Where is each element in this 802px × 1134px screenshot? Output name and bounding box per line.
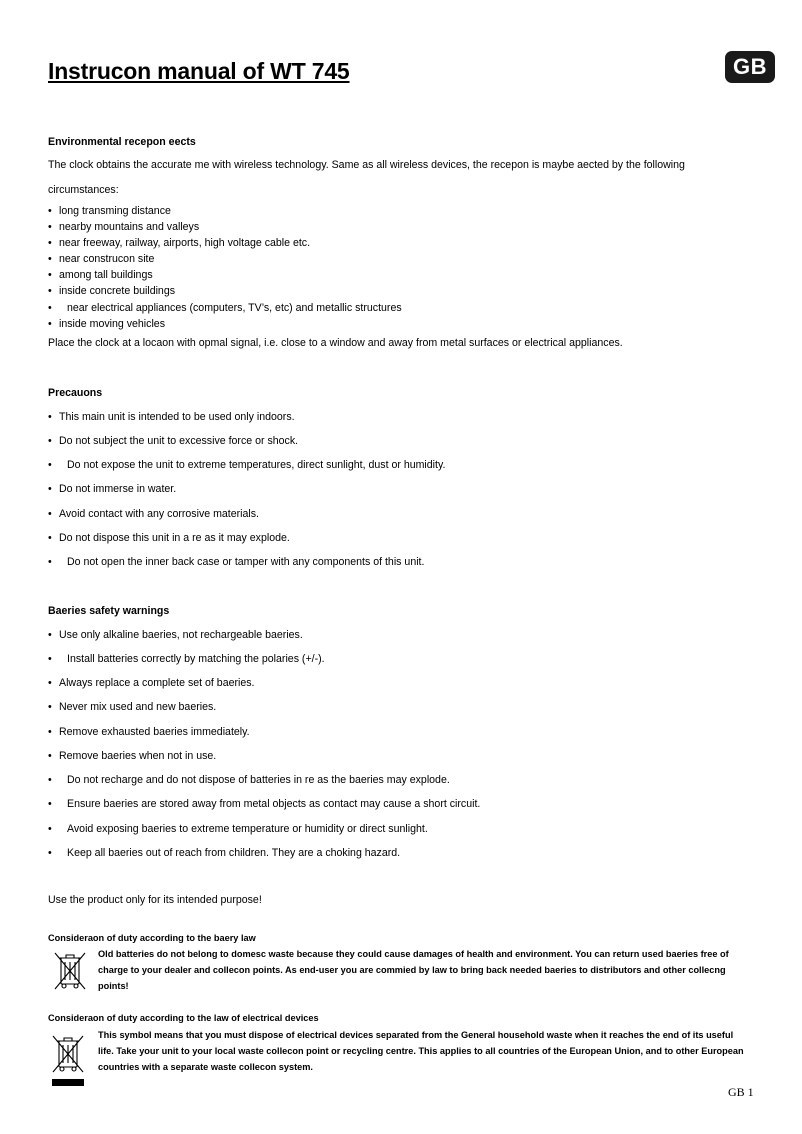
- environment-intro-line2: circumstances:: [48, 184, 119, 196]
- list-item: • near freeway, railway, airports, high voltage cable etc.: [48, 237, 311, 249]
- section-heading-precautions: Precauons: [48, 387, 103, 399]
- list-item: • Do not immerse in water.: [48, 483, 177, 495]
- list-item: • Never mix used and new baeries.: [48, 701, 217, 713]
- list-item: • Do not recharge and do not dispose of batteries in re as the baeries may explode.: [48, 774, 450, 786]
- language-badge: GB: [725, 51, 775, 83]
- list-item: • Avoid exposing baeries to extreme temperature or humidity or direct sunlight.: [48, 823, 428, 835]
- list-item: • nearby mountains and valleys: [48, 221, 200, 233]
- list-item: • inside moving vehicles: [48, 318, 165, 330]
- list-item: • Use only alkaline baeries, not rechargeable baeries.: [48, 629, 303, 641]
- weee-bin-icon: [50, 1033, 86, 1094]
- page-title: Instrucon manual of WT 745: [48, 58, 350, 84]
- list-item: • Do not expose the unit to extreme temperatures, direct sunlight, dust or humidity.: [48, 459, 446, 471]
- list-item: • Do not open the inner back case or tamper with any components of this unit.: [48, 556, 425, 568]
- list-item: • Install batteries correctly by matching the polaries (+/-).: [48, 653, 325, 665]
- battery-law-heading: Consideraon of duty according to the baery law: [48, 933, 256, 943]
- section-heading-batteries: Baeries safety warnings: [48, 605, 170, 617]
- crossed-out-bin-icon: [52, 950, 88, 997]
- page-number: GB 1: [728, 1085, 754, 1099]
- battery-law-text: Old batteries do not belong to domesc waste because they could cause damages of health and environment. You can return used baeries free of charge to your dealer and collecon points. As end-user you are commied by law to bring back needed baeries to distributors and other collecng points!: [98, 949, 729, 991]
- purpose-note: Use the product only for its intended purpose!: [48, 894, 262, 906]
- list-item: • This main unit is intended to be used only indoors.: [48, 411, 295, 423]
- list-item: • near electrical appliances (computers, TV’s, etc) and metallic structures: [48, 302, 402, 314]
- section-heading-environment: Environmental recepon eects: [48, 136, 196, 148]
- list-item: • Remove baeries when not in use.: [48, 750, 217, 762]
- list-item: • Always replace a complete set of baeries.: [48, 677, 255, 689]
- list-item: • among tall buildings: [48, 269, 153, 281]
- list-item: • near construcon site: [48, 253, 155, 265]
- list-item: • Avoid contact with any corrosive materials.: [48, 508, 259, 520]
- list-item: • long transming distance: [48, 205, 171, 217]
- electrical-law-text: This symbol means that you must dispose of electrical devices separated from the General household waste when it reaches the end of its useful life. Take your unit to your local waste collecon point or recycling centre. This applies to all countries of the European Union, and to other European countries with a separate waste collecon system.: [98, 1030, 744, 1072]
- list-item: • Keep all baeries out of reach from children. They are a choking hazard.: [48, 847, 401, 859]
- list-item: • Do not dispose this unit in a re as it may explode.: [48, 532, 290, 544]
- environment-footer: Place the clock at a locaon with opmal signal, i.e. close to a window and away from metal surfaces or electrical appliances.: [48, 337, 623, 349]
- environment-intro-line1: The clock obtains the accurate me with wireless technology. Same as all wireless devices, the recepon is maybe aected by the following: [48, 159, 685, 171]
- electrical-law-heading: Consideraon of duty according to the law of electrical devices: [48, 1013, 319, 1023]
- list-item: • Ensure baeries are stored away from metal objects as contact may cause a short circuit.: [48, 798, 481, 810]
- list-item: • Remove exhausted baeries immediately.: [48, 726, 250, 738]
- list-item: • Do not subject the unit to excessive force or shock.: [48, 435, 299, 447]
- list-item: • inside concrete buildings: [48, 285, 176, 297]
